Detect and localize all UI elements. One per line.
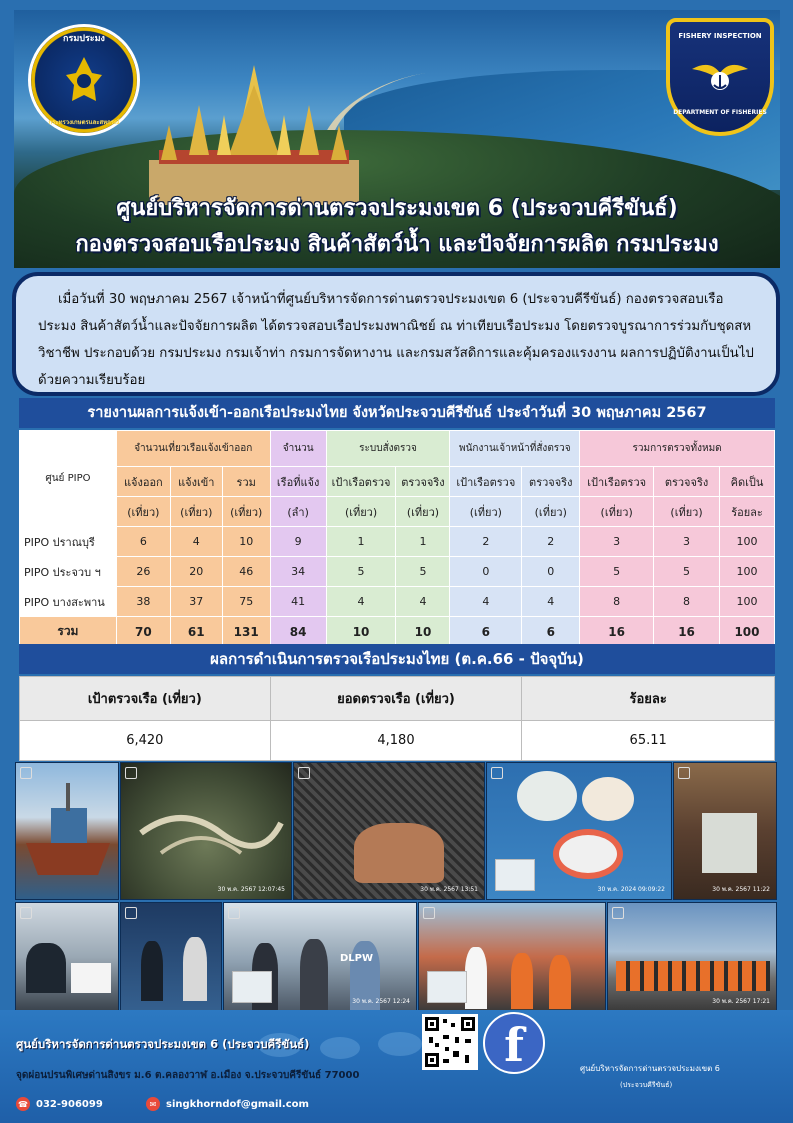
bucket-catch-3 [553, 829, 623, 879]
footer-right-line1: ศูนย์บริหารจัดการด่านตรวจประมงเขต 6 [580, 1064, 720, 1073]
mail-icon: ✉ [146, 1097, 160, 1111]
logo-right-bottom-text: DEPARTMENT OF FISHERIES [673, 109, 767, 116]
header-in: แจ้งเข้า [170, 467, 222, 497]
header-sys-target: เป้าเรือตรวจ [326, 467, 396, 497]
row-sys-target: 1 [326, 527, 396, 557]
total-boats: 84 [270, 617, 326, 647]
logo-left-top-text: กรมประมง [63, 34, 105, 44]
footer-address: จุดผ่อนปรนพิเศษด่านสิงขร ม.6 ต.คลองวาฬ อ.เมือง จ.ประจวบคีรีขันธ์ 77000 [16, 1070, 360, 1081]
row-tot-actual: 5 [654, 557, 720, 587]
gallery-icon [298, 767, 310, 779]
row-sys-target: 5 [326, 557, 396, 587]
facebook-icon[interactable]: f [483, 1012, 545, 1074]
gallery-icon [678, 767, 690, 779]
row-sum: 46 [222, 557, 270, 587]
table-header-row-1 [20, 431, 775, 467]
header-banner [14, 10, 780, 268]
row-off-target: 4 [450, 587, 522, 617]
footer [0, 1010, 793, 1123]
total-sys-target: 10 [326, 617, 396, 647]
rope-icon [121, 763, 292, 900]
table-header-row-2 [20, 467, 775, 497]
photo-document-check [15, 902, 119, 1012]
temple-illustration [139, 65, 369, 205]
photo-timestamp: 30 พ.ค. 2567 11:22 [712, 885, 770, 893]
photo-timestamp: 30 พ.ค. 2567 12:07:45 [217, 885, 285, 893]
bucket-catch-1 [517, 771, 577, 821]
logo-right-top-text: FISHERY INSPECTION [678, 32, 762, 40]
report-table [19, 430, 775, 647]
officer-figure [183, 937, 207, 1001]
header-title-line2: กองตรวจสอบเรือประมง สินค้าสัตว์น้ำ และปัจจัยการผลิต กรมประมง [75, 232, 719, 257]
department-of-fisheries-logo [28, 24, 140, 136]
row-out: 38 [116, 587, 170, 617]
row-tot-target: 8 [580, 587, 654, 617]
row-out: 6 [116, 527, 170, 557]
total-out: 70 [116, 617, 170, 647]
header-sys-actual: ตรวจจริง [396, 467, 450, 497]
header-tot-actual: ตรวจจริง [654, 467, 720, 497]
header-title-line1: ศูนย์บริหารจัดการด่านตรวจประมงเขต 6 (ประจวบคีรีขันธ์) [116, 196, 678, 221]
summary-table [19, 676, 775, 761]
total-tot-actual: 16 [654, 617, 720, 647]
row-sys-target: 4 [326, 587, 396, 617]
summary-header-row [20, 677, 775, 721]
photo-timestamp: 30 พ.ค. 2567 12:24 [352, 997, 410, 1005]
map-pin-thumbnail [427, 971, 467, 1003]
photo-net-inspection [293, 762, 485, 900]
row-off-actual: 4 [522, 587, 580, 617]
count-group-header: จำนวน [270, 431, 326, 467]
crew-figure [511, 953, 533, 1009]
unit-tot-target: (เที่ยว) [580, 497, 654, 527]
bucket-catch-2 [582, 777, 634, 821]
footer-email-text[interactable]: singkhorndof@gmail.com [166, 1098, 309, 1110]
table-row [20, 527, 775, 557]
unit-sum: (เที่ยว) [222, 497, 270, 527]
row-out: 26 [116, 557, 170, 587]
unit-boats: (ลำ) [270, 497, 326, 527]
total-pct: 100 [719, 617, 774, 647]
total-sys-actual: 10 [396, 617, 450, 647]
row-off-actual: 0 [522, 557, 580, 587]
unit-out: (เที่ยว) [116, 497, 170, 527]
photo-vessel-inspection [223, 902, 417, 1012]
table-row [20, 557, 775, 587]
map-pin-thumbnail [495, 859, 535, 891]
row-boats: 34 [270, 557, 326, 587]
intro-text: เมื่อวันที่ 30 พฤษภาคม 2567 เจ้าหน้าที่ศูนย์บริหารจัดการด่านตรวจประมงเขต 6 (ประจวบคีรีขันธ์) กองตรวจสอบเรือประมง สินค้าสัตว์น้ำและปัจจัยการผลิต ได้ตรวจสอบเรือประมงพาณิชย์ ณ ท่าเทียบเรือประมง โดยตรวจบูรณาการร่วมกับชุดสหวิชาชีพ ประกอบด้วย กรมประมง กรมเจ้าท่า กรมการจัดหางาน และกรมสวัสดิการและคุ้มครองแรงงาน ผลการปฏิบัติงานเป็นไปด้วยความเรียบร้อย [38, 292, 754, 388]
officer-figure [26, 943, 66, 993]
summary-header-actual: ยอดตรวจเรือ (เที่ยว) [270, 677, 522, 721]
logo-left-bottom-text: กระทรวงเกษตรและสหกรณ์ [48, 119, 120, 126]
qr-code-icon [425, 1017, 475, 1067]
boat-icon [16, 763, 119, 900]
hand-shape [354, 823, 444, 883]
table-row [20, 587, 775, 617]
row-off-target: 0 [450, 557, 522, 587]
photo-officers-checking [120, 902, 222, 1012]
unit-tot-actual: (เที่ยว) [654, 497, 720, 527]
table-header-row-3 [20, 497, 775, 527]
photo-fishing-net [120, 762, 292, 900]
unit-in: (เที่ยว) [170, 497, 222, 527]
total-tot-target: 16 [580, 617, 654, 647]
header-sum: รวม [222, 467, 270, 497]
officer-group-header: พนักงานเจ้าหน้าที่สั่งตรวจ [450, 431, 580, 467]
footer-org-name: ศูนย์บริหารจัดการด่านตรวจประมงเขต 6 (ประจวบคีรีขันธ์) [16, 1037, 310, 1051]
row-pct: 100 [719, 557, 774, 587]
total-off-target: 6 [450, 617, 522, 647]
unit-off-target: (เที่ยว) [450, 497, 522, 527]
photo-timestamp: 30 พ.ค. 2024 09:09:22 [597, 885, 665, 893]
total-in: 61 [170, 617, 222, 647]
footer-right-line2: (ประจวบคีรีขันธ์) [620, 1081, 673, 1089]
total-group-header: รวมการตรวจทั้งหมด [580, 431, 775, 467]
row-pct: 100 [719, 587, 774, 617]
row-name: PIPO ประจวบ ฯ [20, 557, 117, 587]
photo-timestamp: 30 พ.ค. 2567 13:51 [420, 885, 478, 893]
gallery-icon [612, 907, 624, 919]
summary-value-target: 6,420 [20, 721, 271, 761]
unit-percent: ร้อยละ [719, 497, 774, 527]
fish-pile [702, 813, 757, 873]
intro-box [12, 272, 780, 396]
header-tot-target: เป้าเรือตรวจ [580, 467, 654, 497]
crew-figure [549, 955, 571, 1009]
footer-email [146, 1097, 309, 1111]
footer-phone [16, 1097, 103, 1111]
unit-sys-actual: (เที่ยว) [396, 497, 450, 527]
summary-value-row [20, 721, 775, 761]
header-boats: เรือที่แจ้ง [270, 467, 326, 497]
system-group-header: ระบบสั่งตรวจ [326, 431, 450, 467]
emblem-icon [62, 55, 106, 105]
row-off-target: 2 [450, 527, 522, 557]
map-pin-thumbnail [232, 971, 272, 1003]
summary-table-title: ผลการดำเนินการตรวจเรือประมงไทย (ต.ค.66 - ปัจจุบัน) [19, 644, 775, 674]
row-sys-actual: 5 [396, 557, 450, 587]
document-paper [71, 963, 111, 993]
vest-text: DLPW [340, 953, 374, 964]
photo-fishing-boat [15, 762, 119, 900]
header-off-target: เป้าเรือตรวจ [450, 467, 522, 497]
photo-group-photo [607, 902, 777, 1012]
summary-value-actual: 4,180 [270, 721, 522, 761]
photo-fish-hold [673, 762, 777, 900]
row-boats: 9 [270, 527, 326, 557]
center-header: ศูนย์ PIPO [20, 431, 117, 527]
row-pct: 100 [719, 527, 774, 557]
row-tot-actual: 3 [654, 527, 720, 557]
crew-row [616, 961, 770, 991]
total-sum: 131 [222, 617, 270, 647]
officer-figure [465, 947, 487, 1009]
fishery-inspection-logo [666, 18, 774, 136]
summary-header-percent: ร้อยละ [522, 677, 775, 721]
photo-crew-lineup [418, 902, 606, 1012]
row-sum: 10 [222, 527, 270, 557]
table-total-row [20, 617, 775, 647]
gallery-icon [228, 907, 240, 919]
row-in: 37 [170, 587, 222, 617]
summary-value-percent: 65.11 [522, 721, 775, 761]
summary-header-target: เป้าตรวจเรือ (เที่ยว) [20, 677, 271, 721]
row-tot-target: 5 [580, 557, 654, 587]
unit-sys-target: (เที่ยว) [326, 497, 396, 527]
row-boats: 41 [270, 587, 326, 617]
officer-figure [300, 939, 328, 1011]
trips-group-header: จำนวนเที่ยวเรือแจ้งเข้าออก [116, 431, 270, 467]
report-table-title: รายงานผลการแจ้งเข้า-ออกเรือประมงไทย จังหวัดประจวบคีรีขันธ์ ประจำวันที่ 30 พฤษภาคม 2567 [19, 398, 775, 428]
qr-code[interactable] [422, 1014, 478, 1070]
unit-off-actual: (เที่ยว) [522, 497, 580, 527]
phone-icon: ☎ [16, 1097, 30, 1111]
row-sys-actual: 4 [396, 587, 450, 617]
row-in: 20 [170, 557, 222, 587]
row-name: PIPO บางสะพาน [20, 587, 117, 617]
row-sys-actual: 1 [396, 527, 450, 557]
gallery-icon [20, 907, 32, 919]
row-sum: 75 [222, 587, 270, 617]
total-off-actual: 6 [522, 617, 580, 647]
total-name: รวม [20, 617, 117, 647]
row-name: PIPO ปราณบุรี [20, 527, 117, 557]
footer-phone-text: 032-906099 [36, 1098, 103, 1110]
row-in: 4 [170, 527, 222, 557]
header-off-actual: ตรวจจริง [522, 467, 580, 497]
gallery-icon [423, 907, 435, 919]
header-percent: คิดเป็น [719, 467, 774, 497]
photo-timestamp: 30 พ.ค. 2567 17:21 [712, 997, 770, 1005]
gallery-icon [125, 907, 137, 919]
header-out: แจ้งออก [116, 467, 170, 497]
row-tot-target: 3 [580, 527, 654, 557]
wings-anchor-icon [690, 55, 750, 99]
row-off-actual: 2 [522, 527, 580, 557]
gallery-icon [491, 767, 503, 779]
photo-catch-buckets [486, 762, 672, 900]
officer-figure [141, 941, 163, 1001]
row-tot-actual: 8 [654, 587, 720, 617]
